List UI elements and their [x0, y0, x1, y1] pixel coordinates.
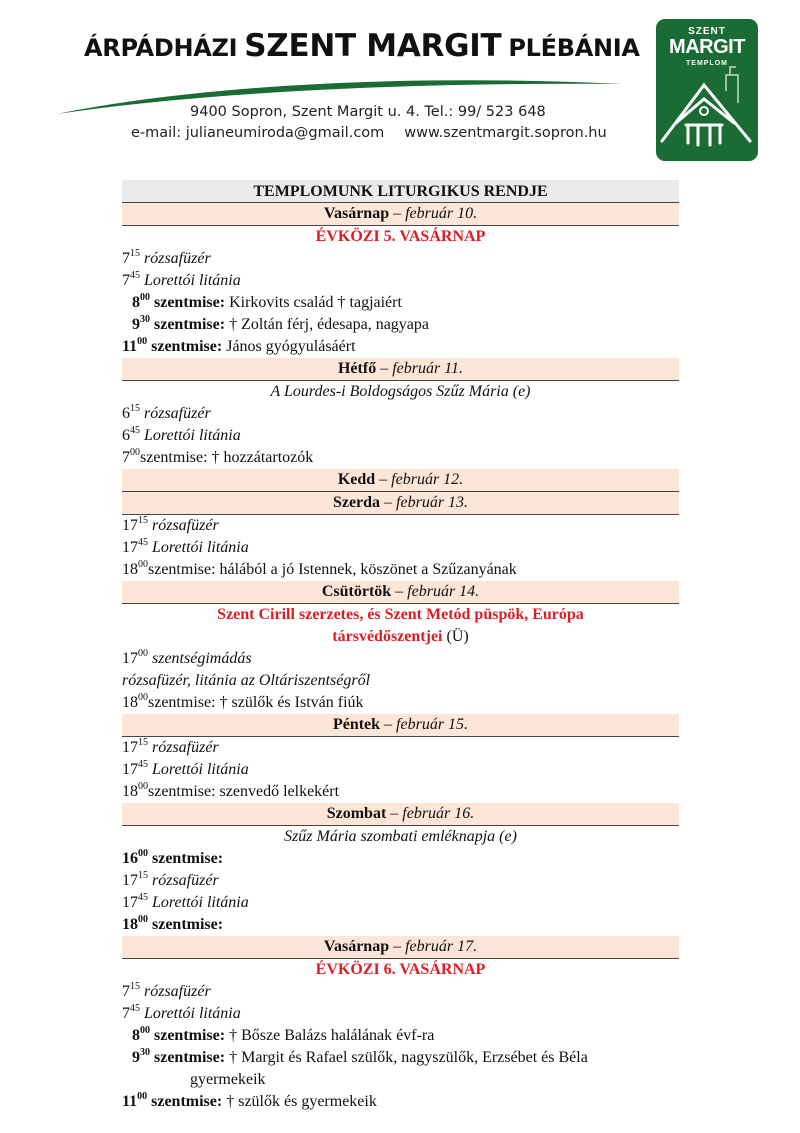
schedule-entry: [122, 648, 679, 670]
entry-time: [122, 248, 140, 270]
entry-hour: 7: [122, 1005, 130, 1022]
day-block: [122, 581, 679, 714]
entry-minute: 00: [138, 647, 148, 659]
entry-label: szentmise:: [140, 449, 208, 466]
logo-text-margit: MARGIT: [669, 36, 745, 58]
entry-intention: † Zoltán férj, édesapa, nagyapa: [229, 316, 429, 333]
entry-intention: † Margit és Rafael szülők, nagyszülők, Erzsébet és Béla: [229, 1049, 588, 1066]
entry-time: [132, 1025, 150, 1047]
entry-minute: 00: [130, 446, 140, 458]
feast-title: ÉVKÖZI 6. VASÁRNAP: [315, 961, 486, 978]
entry-intention: † Bősze Balázs halálának évf-ra: [229, 1027, 435, 1044]
entry-intention: † hozzátartozók: [211, 449, 314, 466]
day-header: [122, 803, 679, 826]
entry-hour: 17: [122, 894, 138, 911]
entry-hour: 16: [122, 850, 138, 867]
schedule-entry: [122, 314, 679, 336]
day-name: Péntek: [332, 716, 381, 733]
entry-minute: 00: [138, 691, 148, 703]
entry-time: [122, 515, 148, 537]
day-block: [122, 936, 679, 1113]
schedule-entry: [122, 692, 679, 714]
entry-label: rózsafüzér: [152, 872, 219, 889]
entry-label: rózsafüzér: [152, 739, 219, 756]
entry-minute: 45: [130, 269, 140, 281]
entry-time: [122, 759, 148, 781]
entry-time: [122, 559, 148, 581]
entry-hour: 6: [122, 405, 130, 422]
entry-time: [122, 981, 140, 1003]
entry-label: szentségimádás: [152, 650, 252, 667]
entry-label: szentmise:: [154, 1049, 226, 1066]
entry-label: szentmise:: [152, 850, 224, 867]
schedule-entry: [122, 892, 679, 914]
entry-minute: 15: [138, 514, 148, 526]
entry-label: szentmise:: [148, 694, 216, 711]
day-block: [122, 492, 679, 581]
day-block: [122, 714, 679, 803]
day-date: – február 10.: [393, 205, 478, 222]
schedule-entry: [122, 248, 679, 270]
entry-minute: 00: [137, 1090, 148, 1102]
day-date: – február 11.: [380, 360, 463, 377]
entry-hour: 7: [122, 250, 130, 267]
entry-minute: 00: [140, 1024, 150, 1036]
entry-hour: 18: [122, 694, 138, 711]
entry-hour: 7: [122, 272, 130, 289]
entry-time: [122, 1091, 147, 1113]
schedule-title: TEMPLOMUNK LITURGIKUS RENDJE: [122, 180, 679, 203]
entry-minute: 00: [138, 558, 148, 570]
entry-hour: 17: [122, 872, 138, 889]
schedule-entry: [122, 1047, 679, 1091]
entry-minute: 45: [138, 758, 148, 770]
day-name: Kedd: [337, 471, 376, 488]
feast-title: ÉVKÖZI 5. VASÁRNAP: [315, 228, 486, 245]
entry-time: [122, 870, 148, 892]
entry-intention: † szülők és gyermekeik: [226, 1093, 377, 1110]
parish-name-suffix: PLÉBÁNIA: [508, 34, 640, 62]
day-date: – február 12.: [379, 471, 464, 488]
schedule-entry: [122, 981, 679, 1003]
entry-time: [122, 848, 148, 870]
entry-label: Lorettói litánia: [144, 272, 241, 289]
day-date: – február 17.: [393, 938, 478, 955]
entry-label: rózsafüzér: [144, 250, 211, 267]
entry-minute: 00: [138, 847, 148, 859]
day-date: – február 13.: [384, 494, 469, 511]
entry-hour: 6: [122, 427, 130, 444]
feast-title-line1: Szent Cirill szerzetes, és Szent Metód püspök, Európa: [217, 606, 584, 623]
day-date: – február 16.: [390, 805, 475, 822]
day-date: – február 15.: [384, 716, 469, 733]
entry-minute: 30: [140, 1046, 150, 1058]
entry-minute: 15: [130, 402, 140, 414]
entry-minute: 15: [138, 736, 148, 748]
entry-label: Lorettói litánia: [152, 539, 249, 556]
entry-hour: 17: [122, 517, 138, 534]
liturgical-schedule: [122, 180, 679, 1113]
feast-title-line2: [122, 626, 679, 648]
entry-time: [122, 737, 148, 759]
day-name: Szombat: [326, 805, 387, 822]
entry-label: szentmise:: [154, 294, 226, 311]
entry-hour: 11: [122, 338, 138, 355]
entry-minute: 15: [138, 869, 148, 881]
schedule-entry: [122, 670, 679, 692]
entry-time: [122, 447, 140, 469]
entry-minute: 30: [140, 313, 150, 325]
entry-intention: hálából a jó Istennek, köszönet a Szűzanyának: [219, 561, 517, 578]
entry-time: [122, 892, 148, 914]
entry-hour: 17: [122, 650, 138, 667]
entry-label: szentmise:: [154, 1027, 226, 1044]
entry-label: rózsafüzér: [152, 517, 219, 534]
entry-label: rózsafüzér: [144, 405, 211, 422]
entry-time: [122, 336, 147, 358]
entry-time: [122, 270, 140, 292]
entry-intention: Kirkovits család † tagjaiért: [229, 294, 402, 311]
schedule-entry: [122, 914, 679, 936]
entry-intention: János gyógyulásáért: [226, 338, 356, 355]
entry-hour: 9: [132, 1049, 140, 1066]
entry-label: Lorettói litánia: [144, 1005, 241, 1022]
parish-website: www.szentmargit.sopron.hu: [404, 125, 607, 141]
day-header: [122, 203, 679, 226]
entry-time: [122, 403, 140, 425]
day-name: Hétfő: [337, 360, 377, 377]
schedule-entry: [122, 781, 679, 803]
parish-name-main: SZENT MARGIT: [244, 28, 502, 64]
memorial-title: Szűz Mária szombati emléknapja (e): [284, 828, 517, 845]
entry-label: szentmise:: [152, 916, 224, 933]
schedule-entry: [122, 1091, 679, 1113]
day-date: – február 14.: [395, 583, 480, 600]
schedule-entry: [122, 537, 679, 559]
entry-hour: 18: [122, 916, 138, 933]
entry-time: [132, 292, 150, 314]
schedule-entry: [122, 870, 679, 892]
schedule-entry: [122, 737, 679, 759]
entry-time: [122, 425, 140, 447]
parish-name-prefix: ÁRPÁDHÁZI: [84, 34, 238, 62]
schedule-entry: [122, 336, 679, 358]
schedule-entry: [122, 1025, 679, 1047]
entry-minute: 45: [130, 1002, 140, 1014]
entry-label: szentmise:: [148, 783, 216, 800]
entry-label: szentmise:: [151, 338, 223, 355]
day-block: [122, 803, 679, 936]
schedule-entry: [122, 403, 679, 425]
church-building-icon: [656, 19, 758, 161]
logo-text-szent: SZENT: [688, 26, 726, 37]
entry-label: szentmise:: [154, 316, 226, 333]
parish-email: e-mail: julianeumiroda@gmail.com: [131, 125, 385, 141]
parish-contact: [131, 125, 607, 141]
entry-time: [132, 1047, 150, 1069]
feast-rank: (Ü): [446, 628, 469, 645]
entry-hour: 8: [132, 294, 140, 311]
entry-hour: 7: [122, 449, 130, 466]
entry-label: Lorettói litánia: [152, 894, 249, 911]
schedule-entry: [122, 559, 679, 581]
entry-minute: 00: [140, 291, 150, 303]
entry-time: [122, 537, 148, 559]
day-block: [122, 358, 679, 469]
schedule-entry: [122, 292, 679, 314]
entry-hour: 17: [122, 761, 138, 778]
entry-minute: 00: [138, 780, 148, 792]
day-block: [122, 203, 679, 358]
day-header: [122, 358, 679, 381]
day-name: Szerda: [332, 494, 381, 511]
entry-time: [132, 314, 150, 336]
entry-hour: 18: [122, 561, 138, 578]
entry-time: [122, 1003, 140, 1025]
entry-intention-continued: gyermekeik: [190, 1071, 266, 1088]
day-name: Vasárnap: [323, 205, 390, 222]
entry-hour: 17: [122, 539, 138, 556]
entry-intention: † szülők és István fiúk: [219, 694, 364, 711]
church-logo: [656, 19, 758, 161]
parish-address: 9400 Sopron, Szent Margit u. 4. Tel.: 99/ 523 648: [190, 104, 546, 120]
entry-minute: 15: [130, 980, 140, 992]
day-header: [122, 492, 679, 515]
entry-label: Lorettói litánia: [144, 427, 241, 444]
day-name: Vasárnap: [323, 938, 390, 955]
day-header: [122, 581, 679, 604]
day-header: [122, 936, 679, 959]
schedule-entry: [122, 1003, 679, 1025]
entry-hour: 11: [122, 1093, 138, 1110]
entry-minute: 00: [137, 335, 148, 347]
day-header: [122, 469, 679, 492]
logo-text-templom: TEMPLOM: [686, 60, 728, 67]
entry-minute: 15: [130, 247, 140, 259]
entry-hour: 18: [122, 783, 138, 800]
feast-title-line2-text: társvédőszentjei: [332, 628, 443, 645]
entry-hour: 7: [122, 983, 130, 1000]
entry-hour: 8: [132, 1027, 140, 1044]
schedule-days: [122, 203, 679, 1113]
entry-minute: 45: [138, 891, 148, 903]
schedule-entry: [122, 759, 679, 781]
schedule-entry: [122, 515, 679, 537]
entry-intention: szenvedő lelkekért: [219, 783, 340, 800]
entry-time: [122, 781, 148, 803]
entry-time: [122, 914, 148, 936]
schedule-entry: [122, 848, 679, 870]
entry-time: [122, 692, 148, 714]
schedule-entry: [122, 425, 679, 447]
entry-minute: 00: [138, 913, 148, 925]
entry-minute: 45: [138, 536, 148, 548]
entry-label: szentmise:: [151, 1093, 223, 1110]
entry-time: [122, 648, 148, 670]
schedule-entry: [122, 447, 679, 469]
parish-name: [84, 28, 640, 64]
entry-label: Lorettói litánia: [152, 761, 249, 778]
entry-minute: 45: [130, 424, 140, 436]
entry-label: rózsafüzér: [144, 983, 211, 1000]
entry-intention: rózsafüzér, litánia az Oltáriszentségről: [122, 672, 371, 689]
day-block: [122, 469, 679, 492]
day-name: Csütörtök: [321, 583, 392, 600]
entry-hour: 9: [132, 316, 140, 333]
entry-label: szentmise:: [148, 561, 216, 578]
entry-hour: 17: [122, 739, 138, 756]
schedule-entry: [122, 270, 679, 292]
memorial-title: A Lourdes-i Boldogságos Szűz Mária (e): [270, 383, 531, 400]
day-header: [122, 714, 679, 737]
